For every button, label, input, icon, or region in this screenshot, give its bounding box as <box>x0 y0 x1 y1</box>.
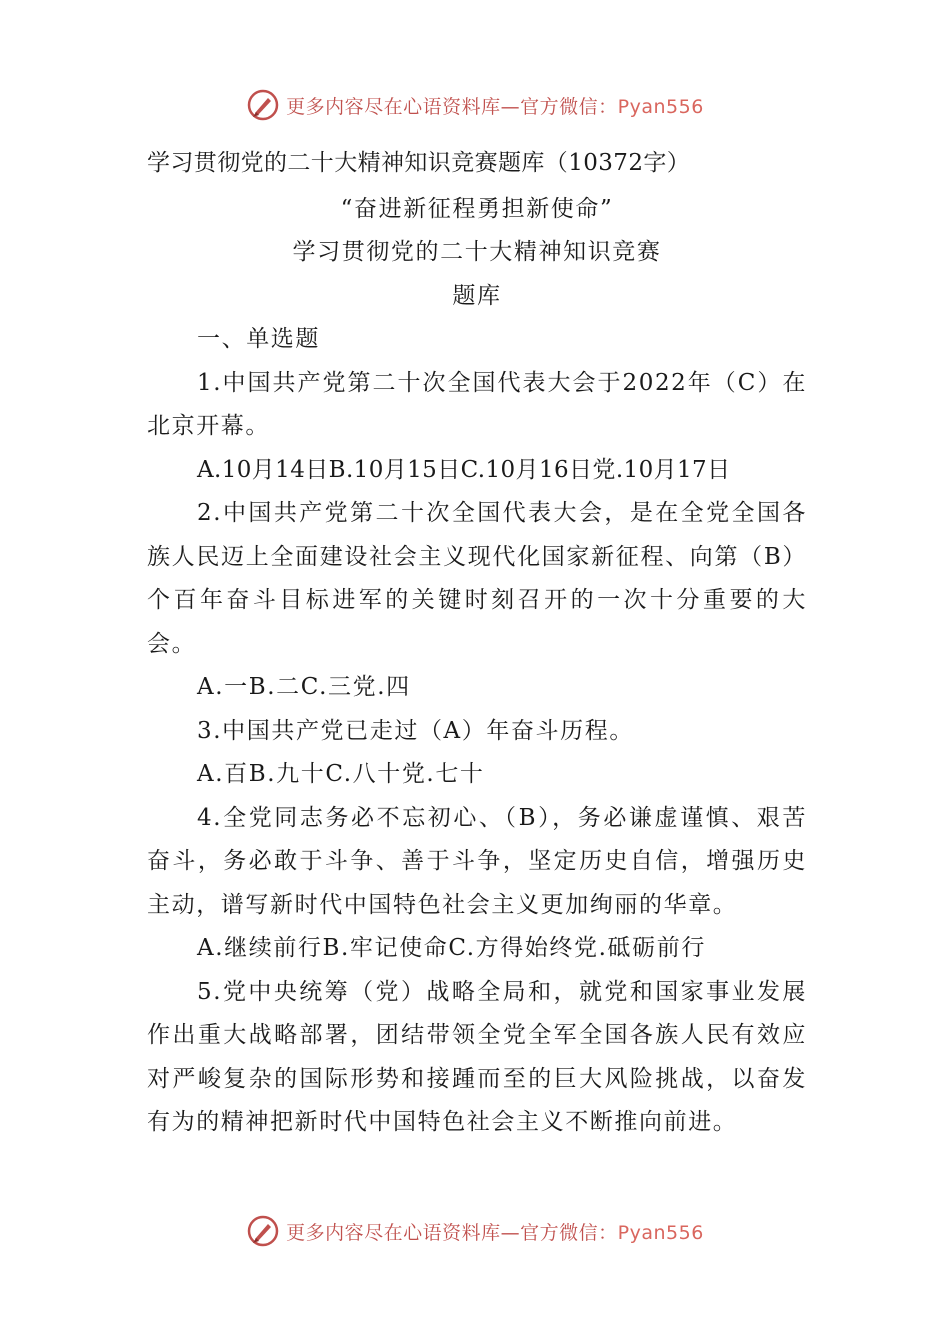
question-4-options: A.继续前行B.牢记使命C.方得始终党.砥砺前行 <box>197 935 706 961</box>
question-2-options: A.一B.二C.三党.四 <box>197 674 411 700</box>
footer-banner <box>0 1206 950 1256</box>
question-1: 1.中国共产党第二十次全国代表大会于2022年（C）在北京开幕。 <box>147 369 807 439</box>
document-body <box>147 140 807 1145</box>
heading-line-3: 题库 <box>452 282 502 309</box>
document-title: 学习贯彻党的二十大精神知识竞赛题库（10372字） <box>147 150 691 176</box>
header-banner <box>0 80 950 130</box>
wechat-id: Pyan556 <box>617 1221 704 1244</box>
banner-text: 更多内容尽在心语资料库—官方微信：Pyan556 <box>286 1221 704 1244</box>
question-5: 5.党中央统筹（党）战略全局和，就党和国家事业发展作出重大战略部署，团结带领全党全军全国各族人民有效应对严峻复杂的国际形势和接踵而至的巨大风险挑战，以奋发有为的精神把新时代中国特色社会主义不断推向前进。 <box>147 978 807 1135</box>
pen-logo-icon <box>246 88 280 122</box>
heading-line-2: 学习贯彻党的二十大精神知识竞赛 <box>292 239 662 265</box>
question-2: 2.中国共产党第二十次全国代表大会，是在全党全国各族人民迈上全面建设社会主义现代化国家新征程、向第（B）个百年奋斗目标进军的关键时刻召开的一次十分重要的大会。 <box>147 500 807 657</box>
question-3-options: A.百B.九十C.八十党.七十 <box>197 761 485 787</box>
wechat-id: Pyan556 <box>617 95 704 118</box>
question-1-options: A.10月14日B.10月15日C.10月16日党.10月17日 <box>197 456 731 483</box>
section-heading: 一、单选题 <box>197 326 320 352</box>
question-4: 4.全党同志务必不忘初心、（B），务必谦虚谨慎、艰苦奋斗，务必敢于斗争、善于斗争，坚定历史自信，增强历史主动，谱写新时代中国特色社会主义更加绚丽的华章。 <box>147 804 807 918</box>
banner-text: 更多内容尽在心语资料库—官方微信：Pyan556 <box>286 95 704 118</box>
pen-logo-icon <box>246 1214 280 1248</box>
heading-line-1: “奋进新征程勇担新使命” <box>340 195 614 222</box>
question-3: 3.中国共产党已走过（A）年奋斗历程。 <box>197 717 634 744</box>
